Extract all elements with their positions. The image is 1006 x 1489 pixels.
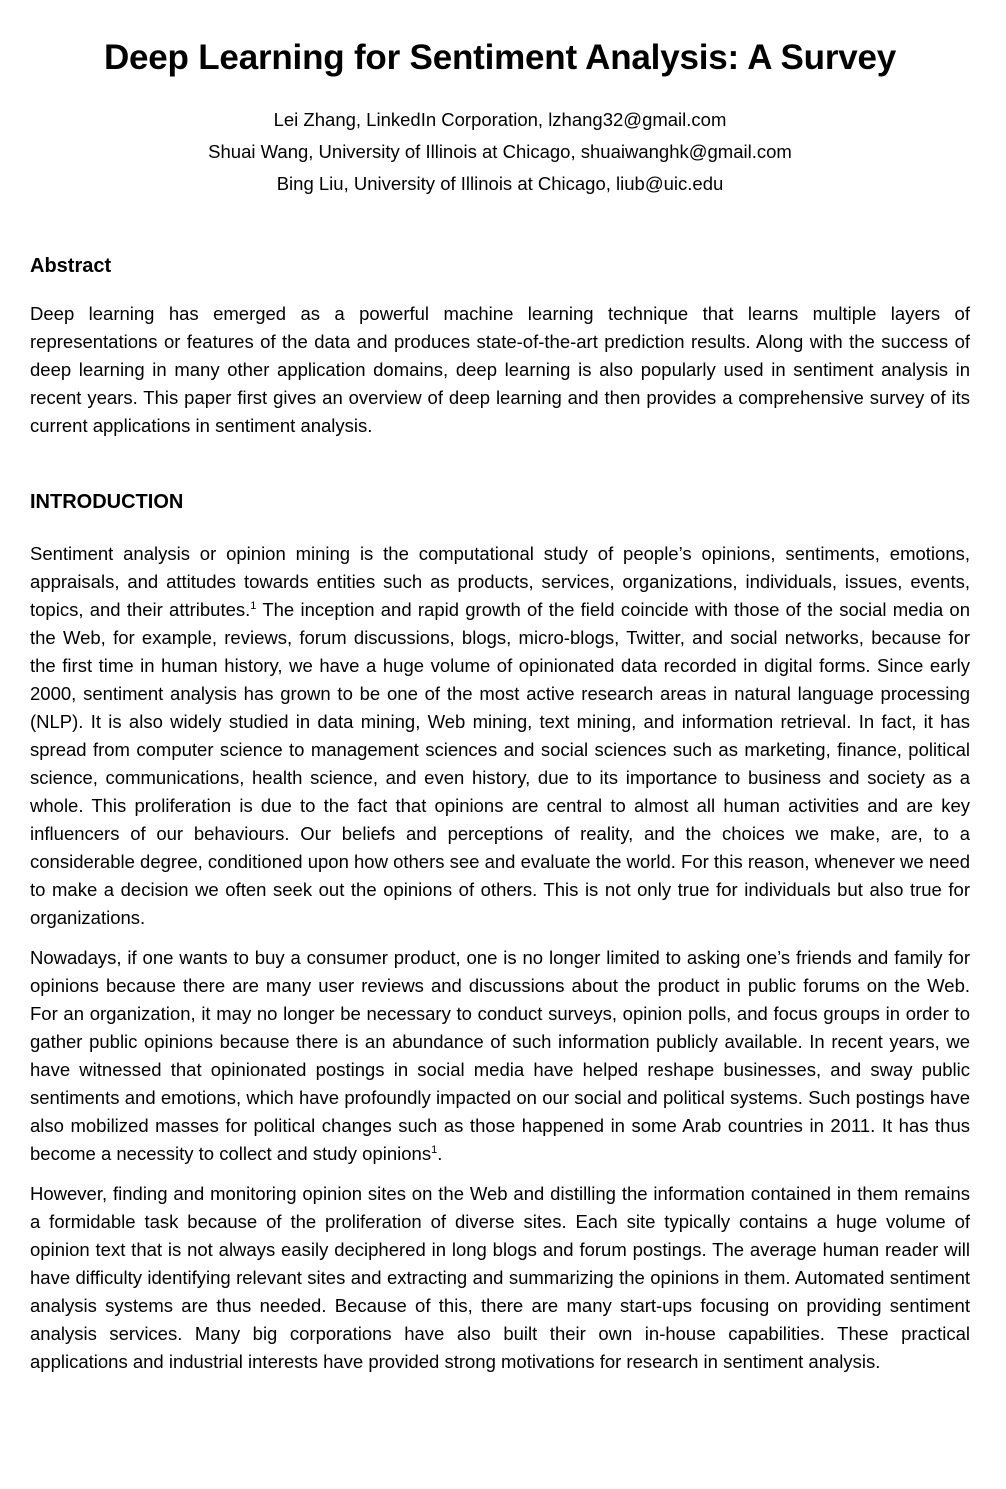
paragraph-text: .: [437, 1143, 443, 1164]
author-block: [30, 104, 970, 200]
introduction-paragraph-3: However, finding and monitoring opinion sites on the Web and distilling the information contained in them remains a formidable task because of the proliferation of diverse sites. Each site typically contains a huge volume of opinion text that is not always easily deciphered in long blogs and forum postings. The average human reader will have difficulty identifying relevant sites and extracting and summarizing the opinions in them. Automated sentiment analysis systems are thus needed. Because of this, there are many start-ups focusing on providing sentiment analysis services. Many big corporations have also built their own in-house capabilities. These practical applications and industrial interests have provided strong motivations for research in sentiment analysis.: [30, 1183, 970, 1372]
introduction-paragraph-2: [30, 944, 970, 1168]
paragraph-text: Nowadays, if one wants to buy a consumer product, one is no longer limited to asking one’s friends and family for opinions because there are many user reviews and discussions about the product in public forums on the Web. For an organization, it may no longer be necessary to conduct surveys, opinion polls, and focus groups in order to gather public opinions because there is an abundance of such information publicly available. In recent years, we have witnessed that opinionated postings in social media have helped reshape businesses, and sway public sentiments and emotions, which have profoundly impacted on our social and political systems. Such postings have also mobilized masses for political changes such as those happened in some Arab countries in 2011. It has thus become a necessity to collect and study opinions: [30, 947, 970, 1164]
introduction-paragraph-1: [30, 540, 970, 932]
paragraph-text: Sentiment analysis or opinion mining is the computational study of people’s opinions, sentiments, emotions, appraisals, and attitudes towards entities such as products, services, organizations, individuals, issues, events, topics, and their attributes.: [30, 543, 970, 620]
author-line: Lei Zhang, LinkedIn Corporation, lzhang32@gmail.com: [273, 109, 727, 130]
footnote-marker: 1: [250, 600, 257, 612]
paragraph-text: The inception and rapid growth of the field coincide with those of the social media on the Web, for example, reviews, forum discussions, blogs, micro-blogs, Twitter, and social networks, because for the first time in human history, we have a huge volume of opinionated data recorded in digital forms. Since early 2000, sentiment analysis has grown to be one of the most active research areas in natural language processing (NLP). It is also widely studied in data mining, Web mining, text mining, and information retrieval. In fact, it has spread from computer science to management sciences and social sciences such as marketing, finance, political science, communications, health science, and even history, due to its importance to business and society as a whole. This proliferation is due to the fact that opinions are central to almost all human activities and are key influencers of our behaviours. Our beliefs and perceptions of reality, and the choices we make, are, to a considerable degree, conditioned upon how others see and evaluate the world. For this reason, whenever we need to make a decision we often seek out the opinions of others. This is not only true for individuals but also true for organizations.: [30, 599, 970, 928]
introduction-heading: INTRODUCTION: [30, 491, 184, 513]
abstract-paragraph: Deep learning has emerged as a powerful machine learning technique that learns multiple layers of representations or features of the data and produces state-of-the-art prediction results. Along with the success of deep learning in many other application domains, deep learning is also popularly used in sentiment analysis in recent years. This paper first gives an overview of deep learning and then provides a comprehensive survey of its current applications in sentiment analysis.: [30, 303, 970, 436]
paper-title: Deep Learning for Sentiment Analysis: A Survey: [103, 38, 897, 77]
footnote-marker: 1: [431, 1144, 438, 1156]
abstract-heading: Abstract: [30, 255, 112, 277]
author-line: Bing Liu, University of Illinois at Chicago, liub@uic.edu: [276, 173, 724, 194]
author-line: Shuai Wang, University of Illinois at Chicago, shuaiwanghk@gmail.com: [208, 141, 792, 162]
